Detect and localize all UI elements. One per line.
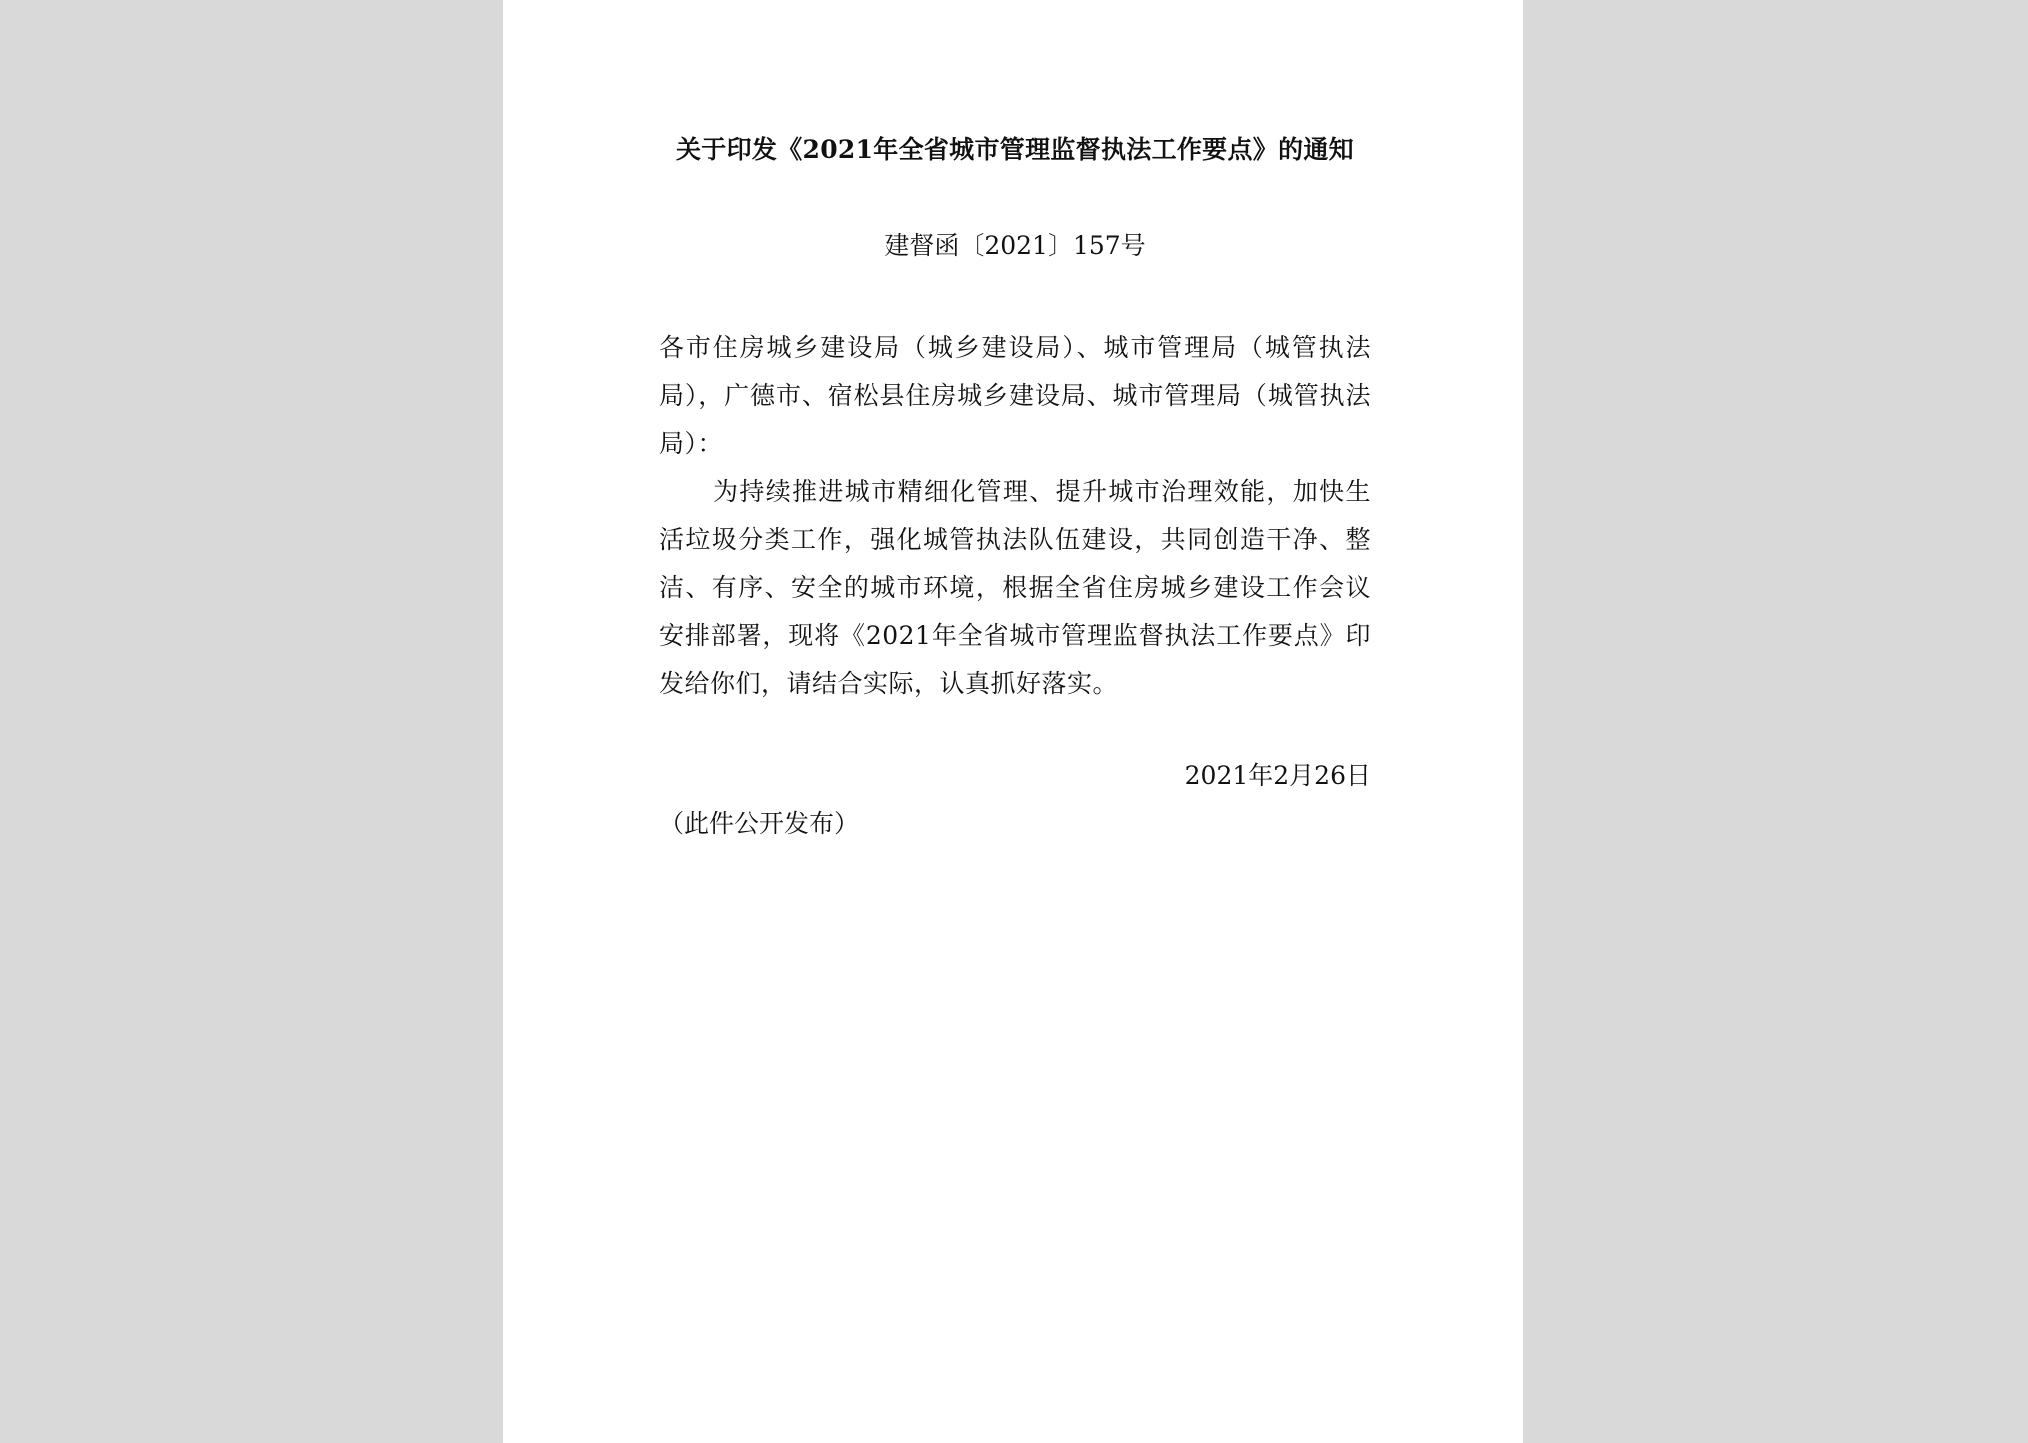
salutation-paragraph: 各市住房城乡建设局（城乡建设局）、城市管理局（城管执法局），广德市、宿松县住房城乡建设局、城市管理局（城管执法局）： bbox=[659, 333, 1371, 458]
document-page bbox=[503, 0, 1523, 1443]
publication-note: （此件公开发布） bbox=[659, 809, 860, 838]
document-title: 关于印发《2021年全省城市管理监督执法工作要点》的通知 bbox=[676, 135, 1354, 164]
body-paragraph: 为持续推进城市精细化管理、提升城市治理效能，加快生活垃圾分类工作，强化城管执法队伍建设，共同创造干净、整洁、有序、安全的城市环境，根据全省住房城乡建设工作会议安排部署，现将《2021年全省城市管理监督执法工作要点》印发给你们，请结合实际，认真抓好落实。 bbox=[659, 477, 1371, 698]
issue-date: 2021年2月26日 bbox=[1184, 761, 1371, 790]
document-number: 建督函〔2021〕157号 bbox=[884, 231, 1146, 260]
